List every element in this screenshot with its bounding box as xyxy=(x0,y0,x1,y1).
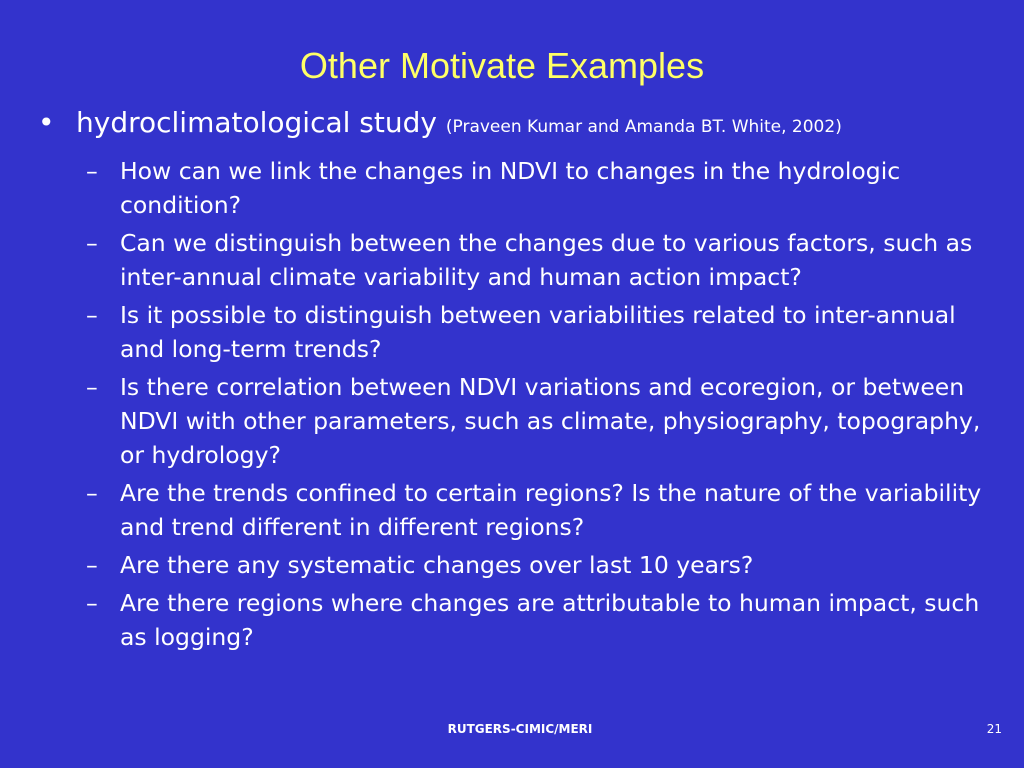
page-number: 21 xyxy=(986,722,1002,736)
sub-bullet-marker: – xyxy=(86,589,98,617)
sub-bullet-text: Can we distinguish between the changes due to various factors, such as inter-annual climate variability and human action impact? xyxy=(120,229,973,291)
bullet-citation: (Praveen Kumar and Amanda BT. White, 2002) xyxy=(445,117,842,137)
sub-bullet-marker: – xyxy=(86,157,98,185)
sub-bullet-item xyxy=(38,298,1004,366)
bullet-item xyxy=(38,104,1004,146)
sub-bullet-text: Is there correlation between NDVI variations and ecoregion, or between NDVI with other parameters, such as climate, physiography, topography, or hydrology? xyxy=(120,373,981,469)
bullet-text: hydroclimatological study xyxy=(76,106,437,139)
sub-bullet-text: How can we link the changes in NDVI to changes in the hydrologic condition? xyxy=(120,157,901,219)
sub-bullet-list xyxy=(38,154,1004,654)
sub-bullet-marker: – xyxy=(86,551,98,579)
sub-bullet-text: Is it possible to distinguish between variabilities related to inter-annual and long-term trends? xyxy=(120,301,956,363)
sub-bullet-text: Are there regions where changes are attributable to human impact, such as logging? xyxy=(120,589,980,651)
slide-content xyxy=(38,104,1004,658)
sub-bullet-marker: – xyxy=(86,301,98,329)
sub-bullet-item xyxy=(38,586,1004,654)
sub-bullet-text: Are there any systematic changes over last 10 years? xyxy=(120,551,754,579)
sub-bullet-item xyxy=(38,154,1004,222)
sub-bullet-item xyxy=(38,226,1004,294)
sub-bullet-item xyxy=(38,476,1004,544)
slide-title: Other Motivate Examples xyxy=(299,45,705,86)
bullet-marker: • xyxy=(38,106,55,139)
sub-bullet-marker: – xyxy=(86,229,98,257)
sub-bullet-text: Are the trends confined to certain regions? Is the nature of the variability and trend different in different regions? xyxy=(120,479,982,541)
sub-bullet-marker: – xyxy=(86,373,98,401)
sub-bullet-marker: – xyxy=(86,479,98,507)
sub-bullet-item xyxy=(38,370,1004,472)
sub-bullet-item xyxy=(38,548,1004,582)
footer-text: RUTGERS-CIMIC/MERI xyxy=(447,722,593,736)
